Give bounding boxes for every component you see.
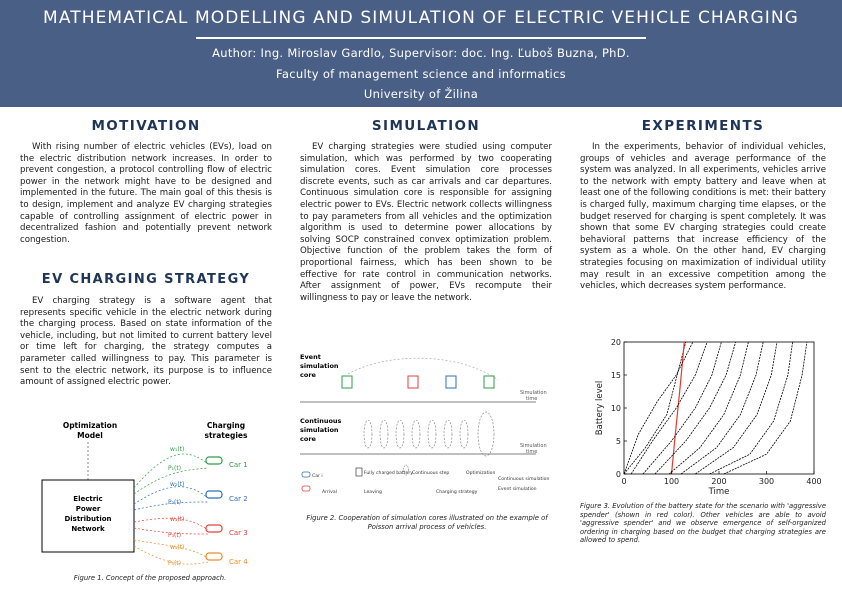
car4-w: w₄(t) xyxy=(170,544,185,551)
figure3-caption: Figure 3. Evolution of the battery state for the scenario with 'aggressive spender' (shown in red color). Other vehicles are able to avoid 'aggressive spender' and we observe emergence of self-organized ordering in charging based on the budget that charging strategies are allowed to spend. xyxy=(580,502,826,544)
charger-icon-red xyxy=(408,376,418,388)
series-line-11 xyxy=(724,342,807,474)
battery-chart xyxy=(588,334,828,498)
car-row-2 xyxy=(134,481,248,510)
legend-car: Car i xyxy=(312,474,323,479)
car1-w: w₁(t) xyxy=(170,446,185,453)
motivation-heading: MOTIVATION xyxy=(91,118,201,134)
x-tick-label-100: 100 xyxy=(663,477,680,486)
car4-icon xyxy=(206,553,222,560)
sim-time-label-2b: time xyxy=(526,449,538,455)
car3-label: Car 3 xyxy=(229,529,248,537)
strategy-text: EV charging strategy is a software agent that represents specific vehicle in the electric network during the charging process. Based on state information of the vehicle, including, but not limited to current battery level or time left for charging, the strategy computes a parameter called willingness to pay. This parameter is sent to the electric network, its purpose is to influence amount of assigned electric power. xyxy=(20,296,272,388)
opt-label-2: Model xyxy=(77,431,103,440)
simulation-figure xyxy=(298,350,556,512)
university-line: University of Žilina xyxy=(363,87,479,101)
car4-p: P₄(t) xyxy=(168,560,182,567)
charger-icon-blue xyxy=(446,376,456,388)
series-line-8 xyxy=(681,342,763,474)
x-tick-label-200: 200 xyxy=(711,477,727,486)
cont-label-2: simulation xyxy=(300,426,339,434)
poster-header xyxy=(0,0,842,107)
legend-step: Continuous step xyxy=(412,471,450,476)
series-line-10 xyxy=(710,342,793,474)
experiments-heading: EXPERIMENTS xyxy=(641,118,765,134)
header-divider xyxy=(196,37,646,39)
author-line: Author: Ing. Miroslav Gardlo, Supervisor: doc. Ing. Ľuboš Buzna, PhD. xyxy=(212,46,630,60)
sim-time-label-2a: Simulation xyxy=(520,443,547,449)
car2-w: w₂(t) xyxy=(170,481,185,488)
charger-icon-green-2 xyxy=(484,376,494,388)
poster-title: MATHEMATICAL MODELLING AND SIMULATION OF ELECTRIC VEHICLE CHARGING xyxy=(43,8,799,28)
continuous-steps xyxy=(364,412,494,456)
car1-label: Car 1 xyxy=(229,461,248,469)
car-row-3 xyxy=(134,516,248,539)
car2-p: P₂(t) xyxy=(168,499,182,506)
car4-label: Car 4 xyxy=(229,558,248,566)
y-axis-label: Battery level xyxy=(595,380,605,436)
x-tick-label-400: 400 xyxy=(806,477,822,486)
y-tick-label-10: 10 xyxy=(610,404,621,413)
figure2-caption: Figure 2. Cooperation of simulation cores illustrated on the example of Poisson arrival process of vehicles. xyxy=(306,514,548,531)
legend-leaving: Leaving xyxy=(364,490,382,495)
legend-strategy: Charging strategy xyxy=(436,490,478,495)
faculty-line: Faculty of management science and informatics xyxy=(276,67,566,81)
x-tick-label-300: 300 xyxy=(758,477,775,486)
car3-p: P₃(t) xyxy=(168,532,182,539)
car3-w: w₃(t) xyxy=(170,516,185,523)
box-label-2: Power xyxy=(75,505,101,513)
cont-label-1: Continuous xyxy=(300,417,342,425)
simulation-heading: SIMULATION xyxy=(371,118,481,134)
cont-label-3: core xyxy=(300,435,316,443)
sim-time-label-1a: Simulation xyxy=(520,390,547,396)
legend-optimization: Optimization xyxy=(466,471,496,476)
car2-label: Car 2 xyxy=(229,495,248,503)
experiments-text: In the experiments, behavior of individual vehicles, groups of vehicles and average performance of the system was analyzed. In all experiments, vehicles arrive to the network with empty battery and leave when at least one of the following conditions is met: their battery is charged fully, maximum charging time elapses, or the budget reserved for charging is spent completely. It was shown that some EV charging strategies could create behavioral patterns that increase efficiency of the system as a whole. On the other hand, EV charging strategies focusing on maximization of individual utility may result in an excessive competition among the vehicles, which decreases system performance. xyxy=(580,142,826,292)
legend-continuous: Continuous simulation xyxy=(498,477,550,482)
strat-label-2: strategies xyxy=(204,431,248,440)
sim-time-label-1b: time xyxy=(526,396,538,402)
legend-full: Fully charged battery xyxy=(364,471,413,476)
concept-figure xyxy=(38,418,268,576)
event-arc xyxy=(348,358,498,380)
car-row-1 xyxy=(134,446,248,494)
opt-label-1: Optimization xyxy=(62,421,118,430)
legend-event: Event simulation xyxy=(498,487,537,492)
strategy-heading: EV CHARGING STRATEGY xyxy=(41,272,251,287)
y-tick-label-0: 0 xyxy=(615,470,621,479)
x-tick-label-0: 0 xyxy=(621,477,627,486)
box-label-1: Electric xyxy=(73,495,103,503)
y-tick-label-5: 5 xyxy=(615,437,621,446)
strat-label-1: Charging xyxy=(206,421,246,430)
series-line-3 xyxy=(624,342,693,474)
figure1-caption: Figure 1. Concept of the proposed approach. xyxy=(73,574,227,582)
legend-arrival: Arrival xyxy=(322,490,337,495)
car1-icon xyxy=(206,457,222,464)
car1-p: P₁(t) xyxy=(168,465,182,472)
box-label-4: Network xyxy=(71,525,105,533)
series-line-1 xyxy=(624,342,686,474)
plot-frame xyxy=(624,342,814,474)
simulation-text: EV charging strategies were studied using computer simulation, which was performed by two cooperating simulation cores. Event simulation core processes discrete events, such as car arrivals and car departures. Continuous simulation core is responsible for assigning electric power to EVs. Electric network collects willingness to pay parameters from all vehicles and the optimization algorithm is used to determine power allocations by solving SOCP constrained convex optimization problem. Objective function of the problem takes the form of proportional fairness, which has been shown to be effective for rate control in communication networks. After assignment of power, EVs recompute their willingness to pay or leave the network. xyxy=(300,142,552,303)
charger-icon-green xyxy=(342,376,352,388)
car2-icon xyxy=(206,491,222,498)
event-label-2: simulation xyxy=(300,362,339,370)
event-label-3: core xyxy=(300,371,316,379)
x-axis-label: Time xyxy=(708,487,730,497)
car-row-4 xyxy=(134,540,248,567)
simulation-legend xyxy=(302,465,549,495)
y-tick-label-20: 20 xyxy=(610,338,621,347)
y-tick-label-15: 15 xyxy=(610,371,621,380)
event-label-1: Event xyxy=(300,353,321,361)
motivation-text: With rising number of electric vehicles (EVs), load on the electric distribution network increases. In order to prevent congestion, a protocol controlling flow of electric power in the network might have to be designed and implemented in the future. The main goal of this thesis is to design, implement and analyze EV charging strategies capable of controlling assignment of electric power in decentralized fashion and potentially prevent network congestion. xyxy=(20,142,272,245)
box-label-3: Distribution xyxy=(64,515,112,523)
car3-icon xyxy=(206,525,222,532)
